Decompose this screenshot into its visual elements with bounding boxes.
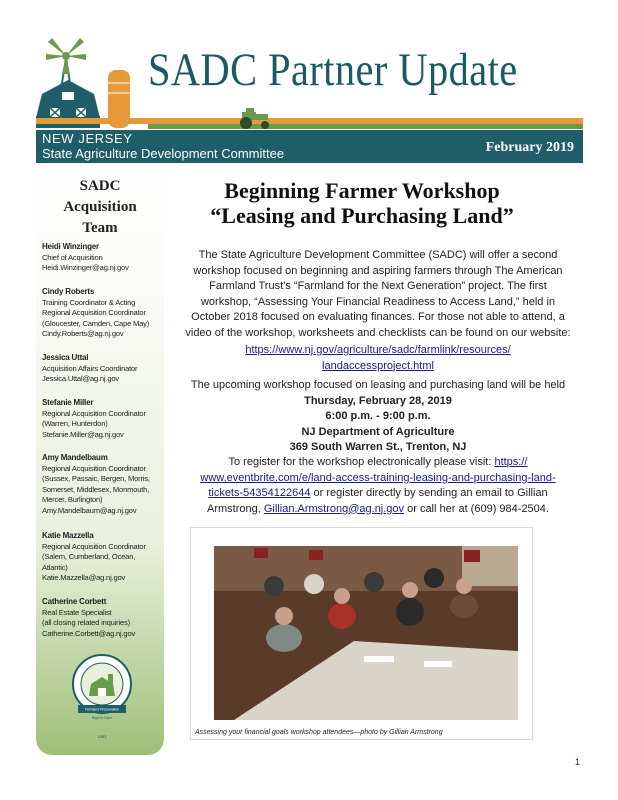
staff-name: Amy Mandelbaum <box>42 453 108 462</box>
seal-year-text: 1983 <box>97 734 107 739</box>
page-number: 1 <box>575 757 581 767</box>
sadc-seal <box>72 650 132 740</box>
intro-line: October 2018 focused on evaluating finances. For those not able to attend, a <box>191 311 565 323</box>
staff-line: Atlantic) <box>42 562 68 572</box>
staff-line: (Sussex, Passaic, Bergen, Morris, <box>42 474 150 484</box>
sidebar-title <box>36 176 164 239</box>
staff-entry <box>42 398 164 440</box>
resources-link-block <box>172 343 584 374</box>
seal-motto-text: Right to Farm <box>91 716 113 720</box>
header-stripe-green <box>148 124 583 129</box>
workshop-photo <box>214 546 518 720</box>
staff-entry <box>42 242 164 274</box>
intro-paragraph <box>172 248 584 341</box>
staff-name: Stefanie Miller <box>42 398 94 407</box>
staff-email: Stefanie.Miller@ag.nj.gov <box>42 429 124 439</box>
event-address: 369 South Warren St., Trenton, NJ <box>289 441 467 453</box>
register-link[interactable]: tickets-54354122644 <box>208 487 311 499</box>
article-title-line: Beginning Farmer Workshop <box>224 178 500 203</box>
event-date: Thursday, February 28, 2019 <box>304 394 452 407</box>
staff-name: Heidi Winzinger <box>42 242 99 251</box>
photo-caption: Assessing your financial goals workshop attendees—photo by Gillian Armstrong <box>195 729 443 736</box>
article-title <box>172 178 552 228</box>
event-place: NJ Department of Agriculture <box>301 425 455 438</box>
staff-name: Cindy Roberts <box>42 287 95 296</box>
registration-paragraph <box>172 455 584 517</box>
staff-entry <box>42 531 164 584</box>
staff-line: Regional Acquisition Coordinator <box>42 308 146 318</box>
tractor-icon <box>232 108 276 130</box>
staff-line: Regional Acquisition Coordinator <box>42 408 146 418</box>
intro-line: video of the workshop, worksheets and checklists can be found on our website: <box>185 326 571 339</box>
contact-post: or call her at (609) 984-2504. <box>404 502 549 515</box>
staff-line: Mercer, Burlington) <box>42 495 103 505</box>
newsletter-title: SADC Partner Update <box>148 44 518 96</box>
staff-name: Katie Mazzella <box>42 531 94 540</box>
intro-line: workshop, “Assessing Your Financial Readiness to Access Land,” held in <box>200 295 556 308</box>
intro-line: Farmland Trust’s “Farmland for the Next Generation” project. The first <box>209 280 547 292</box>
upcoming-text: The upcoming workshop focused on leasing and purchasing land will be held <box>190 379 566 391</box>
staff-line: Somerset, Middlesex, Monmouth, <box>42 484 150 494</box>
staff-line: (Warren, Hunterdon) <box>42 419 108 429</box>
sidebar-title-line: Team <box>82 220 118 236</box>
windmill-blades <box>46 38 86 74</box>
staff-line: Training Coordinator & Acting <box>42 297 136 307</box>
staff-line: Regional Acquisition Coordinator <box>42 463 146 473</box>
sidebar-title-line: SADC <box>79 178 121 194</box>
staff-email: Catherine.Corbett@ag.nj.gov <box>42 628 136 638</box>
state-label: NEW JERSEY <box>42 131 133 146</box>
staff-entry <box>42 453 164 517</box>
intro-line: The State Agriculture Development Committee (SADC) will offer a second <box>198 249 558 261</box>
resources-link[interactable]: landaccessproject.html <box>322 359 434 372</box>
register-link[interactable]: https:// <box>494 456 528 468</box>
seal-banner-text: Farmland Preservation <box>84 707 120 712</box>
resources-link[interactable]: https://www.nj.gov/agriculture/sadc/farmlink/resources/ <box>245 344 511 356</box>
staff-name: Catherine Corbett <box>42 597 107 606</box>
staff-line: (Gloucester, Camden, Cape May) <box>42 318 150 328</box>
register-link[interactable]: www.eventbrite.com/e/land-access-training-leasing-and-purchasing-land- <box>200 471 556 484</box>
staff-entry <box>42 287 164 340</box>
staff-name: Jessica Uttal <box>42 353 89 362</box>
staff-email: Katie.Mazzella@ag.nj.gov <box>42 573 126 583</box>
staff-line: (Salem, Cumberland, Ocean, <box>42 552 136 562</box>
staff-line: Chief of Acquisition <box>42 252 103 262</box>
staff-line: (all closing related inquiries) <box>42 618 130 628</box>
contact-email-link[interactable]: Gillian.Armstrong@ag.nj.gov <box>263 502 405 515</box>
agency-label: State Agriculture Development Committee <box>42 146 285 161</box>
sidebar-title-line: Acquisition <box>63 199 137 215</box>
staff-entry <box>42 597 164 639</box>
staff-line: Acquisition Affairs Coordinator <box>42 363 138 373</box>
event-details <box>172 378 584 456</box>
staff-email: Jessica.Uttal@ag.nj.gov <box>42 374 119 384</box>
staff-line: Real Estate Specialist <box>42 607 112 617</box>
intro-line: workshop focused on beginning and aspiring farmers through The American <box>193 264 563 277</box>
contact-pre: Armstrong, <box>207 502 264 515</box>
issue-date: February 2019 <box>485 140 574 155</box>
staff-email: Heidi.Winzinger@ag.nj.gov <box>42 263 129 273</box>
article-title-line: “Leasing and Purchasing Land” <box>210 203 514 228</box>
staff-email: Amy.Mandelbaum@ag.nj.gov <box>42 505 137 515</box>
staff-email: Cindy.Roberts@ag.nj.gov <box>42 329 124 339</box>
staff-line: Regional Acquisition Coordinator <box>42 541 146 551</box>
event-time: 6:00 p.m. - 9:00 p.m. <box>325 410 431 422</box>
register-text: To register for the workshop electronically please visit: <box>228 456 495 468</box>
staff-entry <box>42 353 164 385</box>
register-tail: or register directly by sending an email to Gillian <box>310 487 548 499</box>
